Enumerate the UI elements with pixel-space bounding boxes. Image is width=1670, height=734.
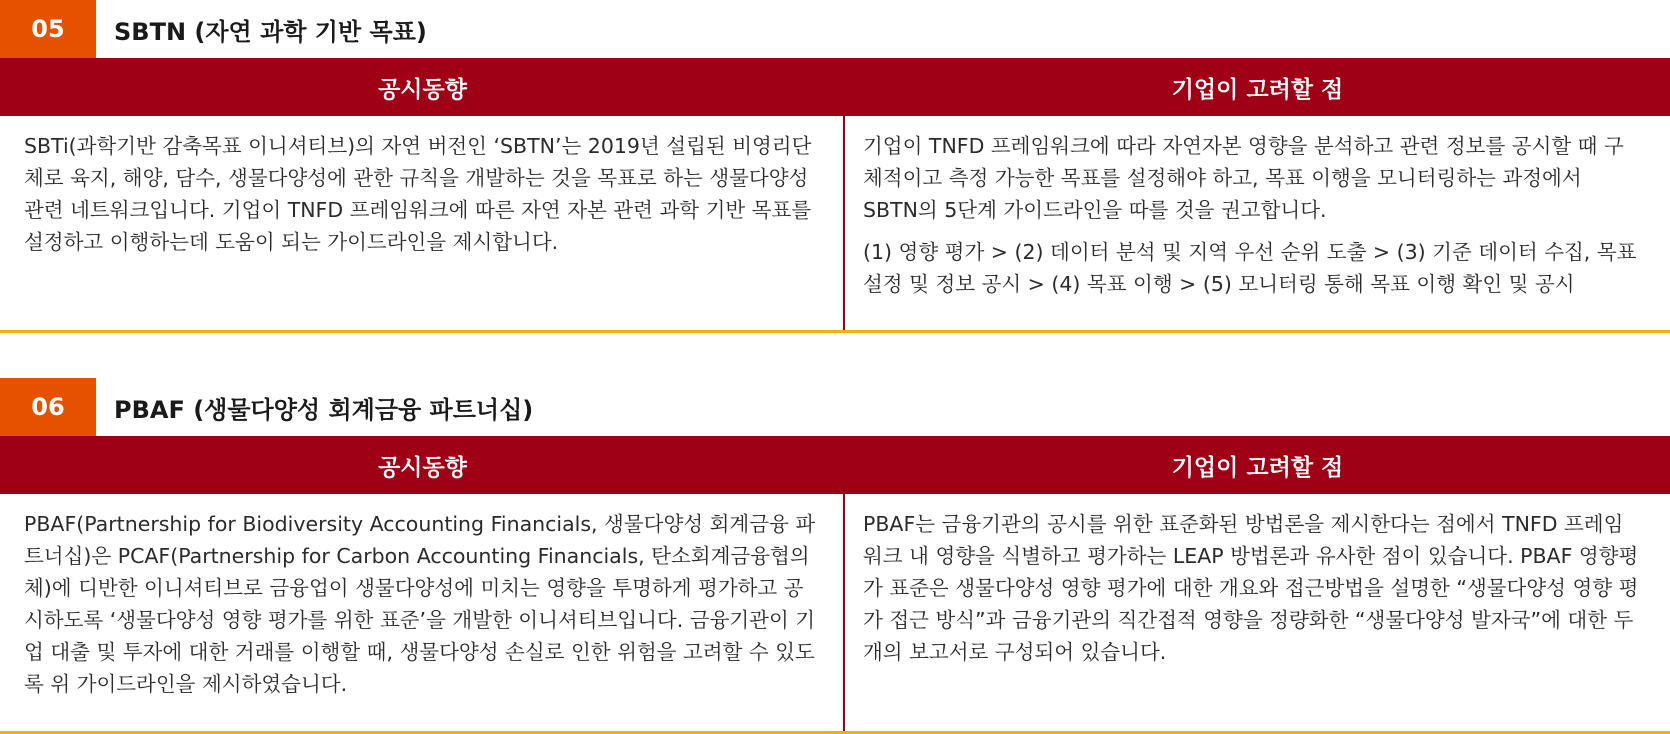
- table-row: [0, 116, 1670, 333]
- section-title-bar: [0, 378, 1670, 436]
- considerations-text: 기업이 TNFD 프레임워크에 따라 자연자본 영향을 분석하고 관련 정보를 공시할 때 구체적이고 측정 가능한 목표를 설정해야 하고, 목표 이행을 모니터링하는 과정에서 SBTN의 5단계 가이드라인을 따를 것을 권고합니다.: [863, 134, 1624, 222]
- considerations-cell: [845, 494, 1670, 731]
- disclosure-trend-text: SBTi(과학기반 감축목표 이니셔티브)의 자연 버전인 ‘SBTN’는 2019년 설립된 비영리단체로 육지, 해양, 담수, 생물다양성에 관한 규칙을 개발하는 것을 목표로 하는 생물다양성 관련 네트워크입니다. 기업이 TNFD 프레임워크에 따른 자연 자본 관련 과학 기반 목표를 설정하고 이행하는데 도움이 되는 가이드라인을 제시합니다.: [24, 134, 812, 254]
- header-corporate-considerations: 기업이 고려할 점: [1171, 454, 1344, 481]
- sbtn-steps-text: (1) 영향 평가 > (2) 데이터 분석 및 지역 우선 순위 도출 > (3) 기준 데이터 수집, 목표 설정 및 정보 공시 > (4) 목표 이행 > (5) 모니터링 통해 목표 이행 확인 및 공시: [863, 240, 1637, 296]
- table-header: [0, 436, 1670, 494]
- considerations-text: PBAF는 금융기관의 공시를 위한 표준화된 방법론을 제시한다는 점에서 TNFD 프레임워크 내 영향을 식별하고 평가하는 LEAP 방법론과 유사한 점이 있습니다. PBAF 영향평가 표준은 생물다양성 영향 평가에 대한 개요와 접근방법을 설명한 “생물다양성 영향 평가 접근 방식”과 금융기관의 직간접적 영향을 정량화한 “생물다양성 발자국”에 대한 두 개의 보고서로 구성되어 있습니다.: [863, 512, 1639, 664]
- section-title-bar: [0, 0, 1670, 58]
- disclosure-trend-cell: [0, 116, 845, 330]
- section-number-badge: 05: [0, 0, 96, 58]
- section-title: PBAF (생물다양성 회계금융 파트너십): [114, 395, 534, 424]
- section-pbaf: [0, 378, 1670, 734]
- header-corporate-considerations: 기업이 고려할 점: [1171, 76, 1344, 103]
- header-disclosure-trend: 공시동향: [378, 454, 467, 481]
- table-header: [0, 58, 1670, 116]
- disclosure-trend-cell: [0, 494, 845, 731]
- header-disclosure-trend: 공시동향: [378, 76, 467, 103]
- section-title: SBTN (자연 과학 기반 목표): [114, 17, 427, 46]
- considerations-cell: [845, 116, 1670, 330]
- section-number-badge: 06: [0, 378, 96, 436]
- table-row: [0, 494, 1670, 734]
- disclosure-trend-text: PBAF(Partnership for Biodiversity Accounting Financials, 생물다양성 회계금융 파트너십)은 PCAF(Partnership for Carbon Accounting Financials, 탄소회계금융협의체)에 디반한 이니셔티브로 금융업이 생물다양성에 미치는 영향을 투명하게 평가하고 공시하도록 ‘생물다양성 영향 평가를 위한 표준’을 개발한 이니셔티브입니다. 금융기관이 기업 대출 및 투자에 대한 거래를 이행할 때, 생물다양성 손실로 인한 위험을 고려할 수 있도록 위 가이드라인을 제시하였습니다.: [24, 512, 816, 696]
- section-sbtn: [0, 0, 1670, 333]
